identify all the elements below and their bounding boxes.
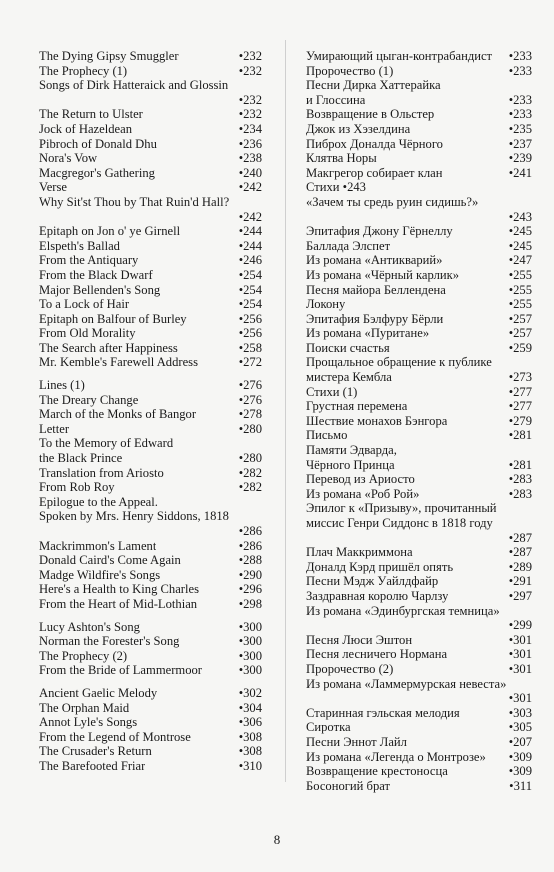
entry-title: Epilogue to the Appeal. bbox=[39, 494, 158, 509]
page-ref: •297 bbox=[508, 588, 532, 603]
page-ref: •255 bbox=[508, 282, 532, 297]
page-ref: •287 bbox=[508, 545, 532, 560]
entry-title: Pibroch of Donald Dhu bbox=[39, 136, 157, 151]
page-ref: •302 bbox=[238, 685, 262, 700]
page-number: 8 bbox=[273, 832, 281, 847]
toc-entry bbox=[39, 620, 262, 635]
toc-entry bbox=[39, 239, 262, 254]
entry-title: The Crusader's Return bbox=[39, 744, 152, 759]
page-ref: •286 bbox=[238, 538, 262, 553]
toc-entry bbox=[306, 78, 532, 93]
toc-entry bbox=[39, 744, 262, 759]
page-ref: •256 bbox=[238, 311, 262, 326]
entry-title: Norman the Forester's Song bbox=[39, 634, 180, 649]
toc-entry bbox=[39, 480, 262, 495]
page-ref: •304 bbox=[238, 700, 262, 715]
page-ref: •308 bbox=[238, 729, 262, 744]
entry-title: From Old Morality bbox=[39, 326, 136, 341]
page-ref: •244 bbox=[238, 238, 262, 253]
page-ref: •242 bbox=[238, 180, 262, 195]
section-gap bbox=[39, 612, 262, 620]
entry-title: To a Lock of Hair bbox=[39, 297, 130, 312]
page-ref: •283 bbox=[508, 472, 532, 487]
entry-title: Из романа «Чёрный карлик» bbox=[306, 267, 460, 282]
toc-entry bbox=[306, 49, 532, 64]
entry-title: Песня Люси Эштон bbox=[306, 632, 413, 647]
toc-entry bbox=[39, 422, 262, 437]
page-ref: •272 bbox=[238, 355, 262, 370]
page-ref bbox=[528, 78, 532, 93]
page-ref: •255 bbox=[508, 297, 532, 312]
page-ref: •257 bbox=[508, 326, 532, 341]
toc-entry bbox=[306, 312, 532, 327]
entry-title: Песни Эннот Лайл bbox=[306, 734, 407, 749]
page-ref: •232 bbox=[238, 92, 262, 107]
page-ref bbox=[258, 436, 262, 451]
page-ref: •238 bbox=[238, 151, 262, 166]
section-gap bbox=[39, 370, 262, 378]
page-ref: •276 bbox=[238, 392, 262, 407]
entry-title: March of the Monks of Bangor bbox=[39, 407, 197, 422]
page-ref: •305 bbox=[508, 720, 532, 735]
toc-entry bbox=[306, 560, 532, 575]
entry-title: Donald Caird's Come Again bbox=[39, 553, 181, 568]
toc-entry bbox=[306, 137, 532, 152]
page-ref: •232 bbox=[238, 107, 262, 122]
page-ref: •287 bbox=[508, 530, 532, 545]
page-ref bbox=[528, 604, 532, 619]
page-ref: •299 bbox=[508, 618, 532, 633]
entry-title: Epitaph on Jon o' ye Girnell bbox=[39, 224, 181, 239]
toc-entry bbox=[306, 764, 532, 779]
page-ref: •277 bbox=[508, 384, 532, 399]
page-ref: •309 bbox=[508, 764, 532, 779]
toc-entry bbox=[39, 730, 262, 745]
entry-title: Песни Дирка Хаттерайка bbox=[306, 78, 441, 93]
page-ref: •281 bbox=[508, 457, 532, 472]
toc-entry bbox=[39, 107, 262, 122]
page-ref-continuation bbox=[306, 618, 532, 633]
page-ref: •255 bbox=[508, 267, 532, 282]
page-ref: •280 bbox=[238, 451, 262, 466]
entry-title: Перевод из Ариосто bbox=[306, 472, 415, 487]
entry-title: Умирающий цыган-контрабандист bbox=[306, 49, 493, 63]
toc-entry bbox=[39, 582, 262, 597]
page-ref: •296 bbox=[238, 582, 262, 597]
toc-entry bbox=[39, 568, 262, 583]
entry-title: Заздравная королю Чарлзу bbox=[306, 588, 449, 603]
entry-title: Чёрного Принца bbox=[306, 457, 395, 472]
toc-entry bbox=[306, 633, 532, 648]
page-ref: •309 bbox=[508, 749, 532, 764]
toc-entry bbox=[39, 137, 262, 152]
toc-entry bbox=[39, 509, 262, 524]
entry-title: Madge Wildfire's Songs bbox=[39, 567, 161, 582]
toc-entry bbox=[39, 224, 262, 239]
page-ref bbox=[528, 195, 532, 210]
entry-title: Major Bellenden's Song bbox=[39, 282, 161, 297]
page-ref-continuation bbox=[306, 531, 532, 546]
page-ref: •254 bbox=[238, 267, 262, 282]
page-ref: •311 bbox=[509, 778, 532, 793]
toc-entry bbox=[306, 414, 532, 429]
page-ref: •243 bbox=[508, 209, 532, 224]
toc-entry bbox=[306, 195, 532, 210]
entry-title: Mackrimmon's Lament bbox=[39, 538, 157, 553]
entry-title: Макгрегор собирает клан bbox=[306, 165, 443, 180]
page-ref: •280 bbox=[238, 421, 262, 436]
toc-entry bbox=[306, 253, 532, 268]
entry-title: Verse bbox=[39, 180, 67, 195]
page-ref bbox=[528, 355, 532, 370]
entry-title: Из романа «Легенда о Монтрозе» bbox=[306, 749, 486, 764]
page-ref: •291 bbox=[508, 574, 532, 589]
toc-entry bbox=[306, 341, 532, 356]
entry-title: Шествие монахов Бэнгора bbox=[306, 413, 448, 428]
page-ref: •301 bbox=[508, 661, 532, 676]
entry-title: From the Antiquary bbox=[39, 253, 139, 268]
english-contents-column bbox=[39, 49, 262, 774]
page-ref bbox=[528, 180, 532, 195]
toc-entry bbox=[306, 370, 532, 385]
toc-entry bbox=[39, 553, 262, 568]
entry-title: The Prophecy (1) bbox=[39, 63, 128, 78]
entry-title: The Orphan Maid bbox=[39, 700, 130, 715]
entry-title: The Search after Happiness bbox=[39, 340, 178, 355]
entry-title: Сиротка bbox=[306, 720, 351, 735]
entry-title: The Return to Ulster bbox=[39, 107, 143, 122]
page-ref: •283 bbox=[508, 486, 532, 501]
entry-title: The Dying Gipsy Smuggler bbox=[39, 49, 179, 63]
toc-entry bbox=[306, 589, 532, 604]
page-ref: •288 bbox=[238, 553, 262, 568]
entry-title: Локону bbox=[306, 297, 346, 312]
page-ref: •233 bbox=[508, 63, 532, 78]
toc-entry bbox=[306, 443, 532, 458]
page-ref: •279 bbox=[508, 413, 532, 428]
entry-title: и Глоссина bbox=[306, 92, 366, 107]
page-ref: •245 bbox=[508, 238, 532, 253]
toc-entry bbox=[306, 779, 532, 794]
toc-entry bbox=[306, 516, 532, 531]
entry-title: Пророчество (1) bbox=[306, 63, 394, 78]
toc-entry bbox=[306, 706, 532, 721]
entry-title: Elspeth's Ballad bbox=[39, 238, 120, 253]
entry-title: Из романа «Роб Рой» bbox=[306, 486, 420, 501]
page-ref: •282 bbox=[238, 480, 262, 495]
toc-entry bbox=[306, 735, 532, 750]
entry-title: Поиски счастья bbox=[306, 340, 390, 355]
page-ref: •273 bbox=[508, 370, 532, 385]
page-ref: •233 bbox=[508, 49, 532, 63]
page-ref: •244 bbox=[238, 224, 262, 239]
entry-title: Босоногий брат bbox=[306, 778, 391, 793]
toc-entry bbox=[39, 326, 262, 341]
entry-title: Translation from Ariosto bbox=[39, 465, 164, 480]
entry-title: Баллада Элспет bbox=[306, 238, 391, 253]
toc-entry bbox=[306, 720, 532, 735]
page-ref-continuation bbox=[39, 524, 262, 539]
toc-entry bbox=[39, 297, 262, 312]
entry-title: «Зачем ты средь руин сидишь?» bbox=[306, 194, 479, 209]
toc-entry bbox=[306, 750, 532, 765]
toc-entry bbox=[306, 64, 532, 79]
entry-title: Песня лесничего Нормана bbox=[306, 647, 448, 662]
toc-entry bbox=[39, 597, 262, 612]
toc-entry bbox=[39, 122, 262, 137]
entry-title: мистера Кембла bbox=[306, 370, 392, 385]
page-ref: •310 bbox=[238, 758, 262, 773]
page-ref: •240 bbox=[238, 165, 262, 180]
page-ref: •290 bbox=[238, 567, 262, 582]
page-ref: •259 bbox=[508, 340, 532, 355]
toc-entry bbox=[306, 107, 532, 122]
toc-entry bbox=[306, 297, 532, 312]
toc-entry bbox=[306, 166, 532, 181]
page-ref: •242 bbox=[238, 209, 262, 224]
entry-title: Стихи •243 bbox=[306, 180, 366, 195]
page-ref: •247 bbox=[508, 253, 532, 268]
page-ref: •282 bbox=[238, 465, 262, 480]
entry-title: Из романа «Пуритане» bbox=[306, 326, 430, 341]
entry-title: Here's a Health to King Charles bbox=[39, 582, 199, 597]
toc-entry bbox=[39, 495, 262, 510]
page-ref: •232 bbox=[238, 49, 262, 63]
toc-entry bbox=[39, 166, 262, 181]
page-ref: •300 bbox=[238, 619, 262, 634]
entry-title: Эпитафия Джону Гёрнеллу bbox=[306, 224, 453, 239]
entry-title: Nora's Vow bbox=[39, 151, 98, 166]
toc-entry bbox=[39, 436, 262, 451]
toc-entry bbox=[39, 312, 262, 327]
toc-entry bbox=[39, 253, 262, 268]
page-ref: •234 bbox=[238, 121, 262, 136]
page-ref: •239 bbox=[508, 151, 532, 166]
entry-title: The Prophecy (2) bbox=[39, 648, 128, 663]
entry-title: Songs of Dirk Hatteraick and Glossin bbox=[39, 78, 229, 93]
entry-title: From the Legend of Montrose bbox=[39, 729, 191, 744]
page-ref: •276 bbox=[238, 378, 262, 393]
page-ref: •233 bbox=[508, 107, 532, 122]
page-ref: •241 bbox=[508, 165, 532, 180]
page-ref: •301 bbox=[508, 632, 532, 647]
toc-entry bbox=[39, 634, 262, 649]
page-ref: •277 bbox=[508, 399, 532, 414]
entry-title: From the Bride of Lammermoor bbox=[39, 663, 202, 678]
page-ref: •301 bbox=[508, 647, 532, 662]
entry-title: Epitaph on Balfour of Burley bbox=[39, 311, 187, 326]
toc-entry bbox=[306, 472, 532, 487]
section-gap bbox=[39, 678, 262, 686]
toc-entry bbox=[39, 407, 262, 422]
entry-title: Из романа «Антикварий» bbox=[306, 253, 443, 268]
toc-entry bbox=[39, 686, 262, 701]
page-ref: •237 bbox=[508, 136, 532, 151]
page-ref: •303 bbox=[508, 705, 532, 720]
page-ref: •298 bbox=[238, 596, 262, 611]
toc-entry bbox=[306, 604, 532, 619]
entry-title: миссис Генри Сиддонс в 1818 году bbox=[306, 516, 493, 530]
page-ref: •257 bbox=[508, 311, 532, 326]
toc-entry bbox=[306, 93, 532, 108]
entry-title: Annot Lyle's Songs bbox=[39, 715, 138, 730]
toc-entry bbox=[39, 715, 262, 730]
toc-entry bbox=[306, 501, 532, 516]
toc-entry bbox=[306, 399, 532, 414]
toc-entry bbox=[306, 355, 532, 370]
entry-title: Грустная перемена bbox=[306, 399, 408, 414]
toc-entry bbox=[306, 545, 532, 560]
page-ref bbox=[258, 495, 262, 510]
entry-title: Памяти Эдварда, bbox=[306, 443, 397, 458]
page-ref: •254 bbox=[238, 282, 262, 297]
page-ref bbox=[528, 516, 532, 531]
page-ref-continuation bbox=[39, 210, 262, 225]
page-ref: •308 bbox=[238, 744, 262, 759]
toc-entry bbox=[39, 64, 262, 79]
toc-entry bbox=[306, 428, 532, 443]
toc-entry bbox=[306, 647, 532, 662]
toc-entry bbox=[39, 195, 262, 210]
page-ref bbox=[258, 78, 262, 93]
toc-entry bbox=[306, 385, 532, 400]
entry-title: Letter bbox=[39, 421, 70, 436]
entry-title: Старинная гэльская мелодия bbox=[306, 705, 460, 720]
entry-title: Эпилог к «Призыву», прочитанный bbox=[306, 501, 497, 516]
entry-title: Возвращение крестоносца bbox=[306, 764, 448, 779]
page-ref: •300 bbox=[238, 663, 262, 678]
entry-title: Lines (1) bbox=[39, 378, 85, 393]
toc-entry bbox=[39, 393, 262, 408]
toc-entry bbox=[39, 268, 262, 283]
toc-entry bbox=[306, 239, 532, 254]
page-ref: •278 bbox=[238, 407, 262, 422]
page-ref bbox=[528, 677, 532, 692]
entry-title: Lucy Ashton's Song bbox=[39, 619, 140, 634]
entry-title: Mr. Kemble's Farewell Address bbox=[39, 355, 198, 370]
entry-title: Прощальное обращение к публике bbox=[306, 355, 492, 370]
page-ref: •254 bbox=[238, 297, 262, 312]
toc-entry bbox=[306, 268, 532, 283]
entry-title: From the Black Dwarf bbox=[39, 267, 153, 282]
toc-entry bbox=[39, 539, 262, 554]
entry-title: Песни Мэдж Уайлдфайр bbox=[306, 574, 439, 589]
entry-title: Письмо bbox=[306, 428, 348, 443]
entry-title: Клятва Норы bbox=[306, 151, 377, 166]
entry-title: Песня майора Беллендена bbox=[306, 282, 446, 297]
toc-entry bbox=[306, 458, 532, 473]
entry-title: The Barefooted Friar bbox=[39, 758, 146, 773]
page-ref: •301 bbox=[508, 691, 532, 706]
toc-entry bbox=[306, 574, 532, 589]
page-ref bbox=[528, 443, 532, 458]
page-ref: •289 bbox=[508, 559, 532, 574]
page-ref: •300 bbox=[238, 648, 262, 663]
page-ref: •236 bbox=[238, 136, 262, 151]
page-ref: •233 bbox=[508, 92, 532, 107]
toc-entry bbox=[306, 122, 532, 137]
entry-title: Пиброх Доналда Чёрного bbox=[306, 136, 443, 151]
toc-entry bbox=[39, 451, 262, 466]
entry-title: To the Memory of Edward bbox=[39, 436, 174, 451]
toc-entry bbox=[39, 78, 262, 93]
page-ref: •232 bbox=[238, 63, 262, 78]
toc-entry bbox=[39, 180, 262, 195]
toc-entry bbox=[39, 663, 262, 678]
toc-entry bbox=[39, 49, 262, 64]
toc-entry bbox=[39, 466, 262, 481]
entry-title: Jock of Hazeldean bbox=[39, 121, 133, 136]
toc-entry bbox=[39, 701, 262, 716]
page-ref-continuation bbox=[306, 210, 532, 225]
page-ref: •286 bbox=[238, 524, 262, 538]
entry-title: Пророчество (2) bbox=[306, 661, 394, 676]
page-ref bbox=[258, 509, 262, 524]
toc-entry bbox=[39, 355, 262, 370]
page-ref: •207 bbox=[508, 734, 532, 749]
page-ref-continuation bbox=[306, 691, 532, 706]
page-ref: •300 bbox=[238, 634, 262, 649]
entry-title: Доналд Кэрд пришёл опять bbox=[306, 559, 454, 574]
entry-title: From the Heart of Mid-Lothian bbox=[39, 596, 198, 611]
page-ref: •245 bbox=[508, 224, 532, 239]
toc-entry bbox=[306, 283, 532, 298]
toc-entry bbox=[39, 341, 262, 356]
toc-entry bbox=[39, 759, 262, 774]
entry-title: Эпитафия Бэлфуру Бёрли bbox=[306, 311, 444, 326]
entry-title: Spoken by Mrs. Henry Siddons, 1818 bbox=[39, 509, 229, 524]
entry-title: Джок из Хэзелдина bbox=[306, 121, 411, 136]
column-divider bbox=[285, 40, 286, 782]
page-ref: •246 bbox=[238, 253, 262, 268]
entry-title: The Dreary Change bbox=[39, 392, 139, 407]
page-ref: •256 bbox=[238, 326, 262, 341]
entry-title: Why Sit'st Thou by That Ruin'd Hall? bbox=[39, 194, 230, 209]
page-ref bbox=[258, 195, 262, 210]
entry-title: the Black Prince bbox=[39, 451, 123, 466]
toc-entry bbox=[306, 151, 532, 166]
toc-entry bbox=[306, 487, 532, 502]
toc-entry bbox=[306, 180, 532, 195]
page-ref: •235 bbox=[508, 121, 532, 136]
entry-title: Плач Маккриммона bbox=[306, 545, 413, 560]
entry-title: From Rob Roy bbox=[39, 480, 115, 495]
toc-entry bbox=[306, 662, 532, 677]
entry-title: Из романа «Эдинбургская темница» bbox=[306, 603, 500, 618]
toc-entry bbox=[39, 283, 262, 298]
toc-entry bbox=[39, 649, 262, 664]
toc-entry bbox=[39, 151, 262, 166]
toc-entry bbox=[306, 326, 532, 341]
entry-title: Из романа «Ламмермурская невеста» bbox=[306, 676, 507, 691]
entry-title: Macgregor's Gathering bbox=[39, 165, 155, 180]
page-ref: •281 bbox=[508, 428, 532, 443]
toc-entry bbox=[306, 224, 532, 239]
toc-entry bbox=[306, 677, 532, 692]
entry-title: Стихи (1) bbox=[306, 384, 358, 399]
entry-title: Ancient Gaelic Melody bbox=[39, 685, 158, 700]
page-ref: •258 bbox=[238, 340, 262, 355]
russian-contents-column bbox=[306, 49, 532, 793]
entry-title: Возвращение в Ольстер bbox=[306, 107, 435, 122]
page-ref-continuation bbox=[39, 93, 262, 108]
page-ref: •306 bbox=[238, 715, 262, 730]
toc-entry bbox=[39, 378, 262, 393]
page-ref bbox=[528, 501, 532, 516]
